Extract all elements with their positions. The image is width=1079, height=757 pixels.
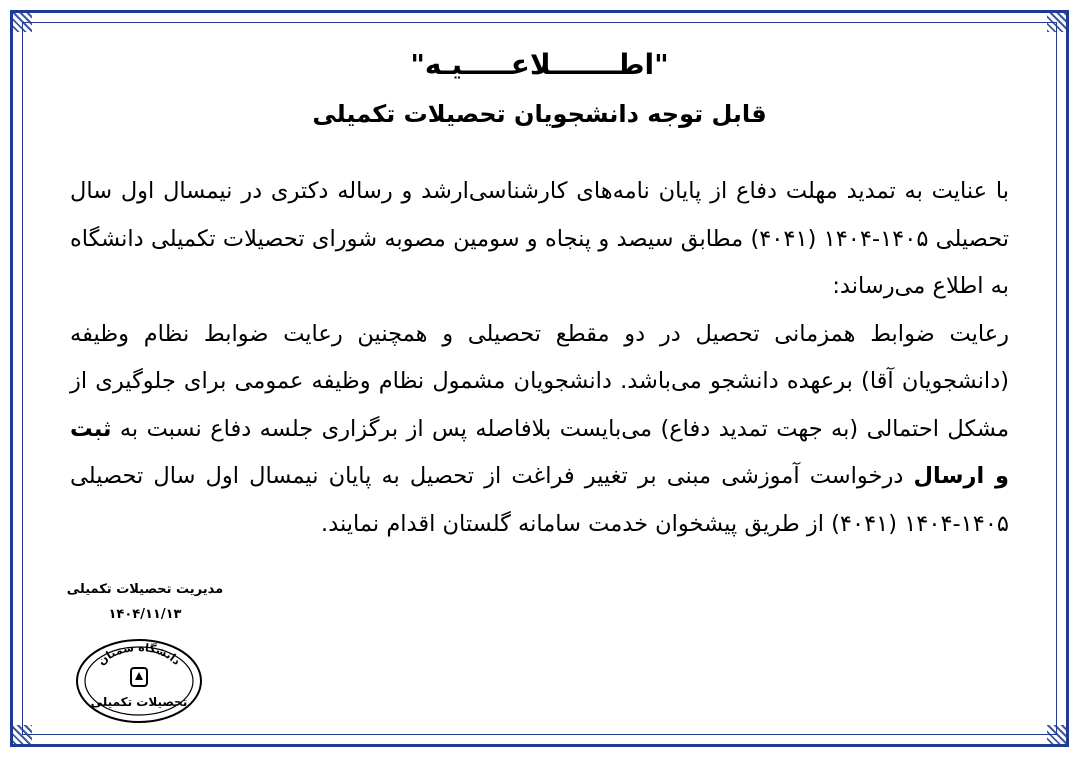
frame-corner-ornament [1047,10,1069,32]
notice-body [70,168,1009,548]
signature-block [60,582,230,622]
frame-corner-ornament [10,10,32,32]
notice-paragraph-1: با عنایت به تمدید مهلت دفاع از پایان نامه‌های کارشناسی‌ارشد و رساله دکتری در نیمسال اول سال تحصیلی ۱۴۰۵-۱۴۰۴ (۴۰۴۱) مطابق سیصد و پنجاه و سومین مصوبه شورای تحصیلات تکمیلی دانشگاه به اطلاع می‌رساند: [70,178,1009,299]
frame-corner-ornament [1047,725,1069,747]
signature-office: مدیریت تحصیلات تکمیلی [66,582,224,597]
seal-emblem-icon [131,668,147,686]
paragraph-2-text-start: رعایت ضوابط همزمانی تحصیل در دو مقطع تحصیلی و همچنین رعایت ضوابط نظام وظیفه (دانشجویان آقا) برعهده دانشجو می‌باشد. دانشجویان مشمول نظام وظیفه عمومی برای جلوگیری از مشکل احتمالی (به جهت تمدید دفاع) می‌بایست بلافاصله پس از برگزاری جلسه دفاع نسبت به [70,320,1009,442]
notice-title: "اطـــــــلاعـــــیـه" [410,48,669,81]
seal-inner-text: تحصیلات تکمیلی [90,695,188,709]
notice-subtitle: قابل توجه دانشجویان تحصیلات تکمیلی [312,100,767,128]
signature-date: ۱۴۰۴/۱۱/۱۳ [108,607,182,622]
paragraph-2-text-end: درخواست آموزشی مبنی بر تغییر فراغت از تحصیل به پایان نیمسال اول سال تحصیلی ۱۴۰۵-۱۴۰۴ (۴۰۴۱) از طریق پیشخوان خدمت سامانه گلستان اقدام نمایند. [70,463,1009,537]
frame-corner-ornament [10,725,32,747]
notice-paragraph-2 [70,311,1009,549]
seal-outer-text: دانشگاه سمنان [95,640,184,668]
paragraph-2-bold-phrase: ثبت و ارسال [70,415,1009,489]
university-seal-stamp [74,636,204,726]
